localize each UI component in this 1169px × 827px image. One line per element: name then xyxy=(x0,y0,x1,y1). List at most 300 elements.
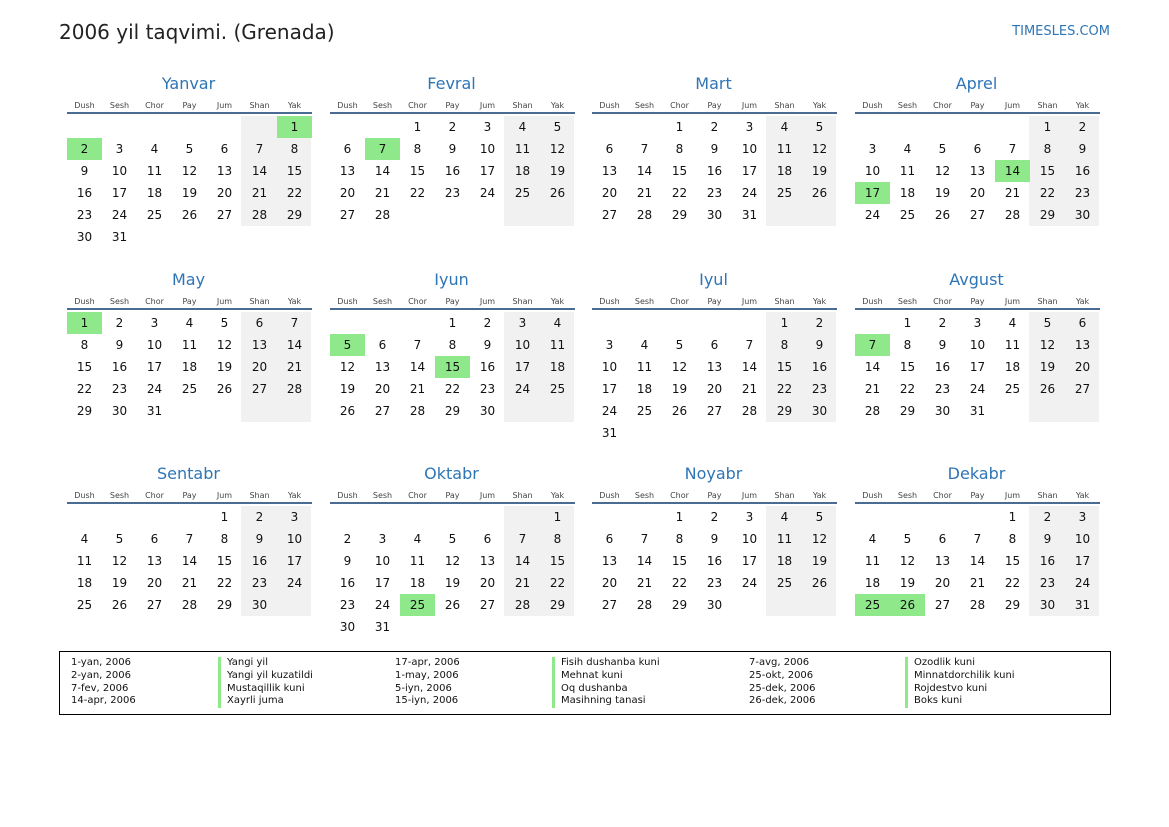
weekday-label: Jum xyxy=(1004,297,1021,306)
day-cell: 18 xyxy=(76,576,93,590)
day-cell: 21 xyxy=(1004,186,1021,200)
day-cell: 4 xyxy=(640,338,649,352)
day-cell: 31 xyxy=(111,230,128,244)
day-cell: 30 xyxy=(339,620,356,634)
weekday-label: Shan xyxy=(249,297,270,306)
day-cell: 26 xyxy=(1039,382,1056,396)
day-cell: 6 xyxy=(150,532,159,546)
weekday-header xyxy=(855,490,1100,504)
day-cell: 9 xyxy=(938,338,947,352)
day-cell: 23 xyxy=(706,576,723,590)
day-cell: 17 xyxy=(479,164,496,178)
day-cell: 15 xyxy=(1004,554,1021,568)
weekday-label: Chor xyxy=(670,297,689,306)
day-cell: 15 xyxy=(286,164,303,178)
day-cell: 15 xyxy=(76,360,93,374)
weekday-label: Jum xyxy=(216,297,233,306)
day-cell: 10 xyxy=(601,360,618,374)
day-cell: 24 xyxy=(146,382,163,396)
day-cell: 13 xyxy=(969,164,986,178)
day-cell: 18 xyxy=(776,164,793,178)
day-cell: 28 xyxy=(1004,208,1021,222)
day-cell: 22 xyxy=(549,576,566,590)
legend-holiday-name: Yangi yil kuzatildi xyxy=(227,669,313,681)
day-cell: 12 xyxy=(181,164,198,178)
legend-holiday-name: Ozodlik kuni xyxy=(914,657,976,668)
days-grid xyxy=(592,116,837,226)
holiday-day-cell: 14 xyxy=(995,160,1030,182)
day-cell: 29 xyxy=(216,598,233,612)
holiday-legend xyxy=(59,651,1111,715)
month-name: Aprel xyxy=(955,74,998,93)
weekday-label: Dush xyxy=(337,491,358,500)
day-cell: 11 xyxy=(899,164,916,178)
legend-holiday-name: Yangi yil xyxy=(227,657,268,668)
day-cell: 20 xyxy=(479,576,496,590)
weekday-label: Sesh xyxy=(634,297,655,306)
day-cell: 17 xyxy=(601,382,618,396)
weekday-label: Pay xyxy=(182,491,197,500)
day-cell: 30 xyxy=(1074,208,1091,222)
day-cell: 19 xyxy=(899,576,916,590)
day-cell: 11 xyxy=(181,338,198,352)
day-cell: 9 xyxy=(710,142,719,156)
day-cell: 14 xyxy=(514,554,531,568)
day-cell: 15 xyxy=(671,164,688,178)
weekday-label: Jum xyxy=(1004,101,1021,110)
legend-date: 5-iyn, 2006 xyxy=(395,682,452,694)
day-cell: 28 xyxy=(636,598,653,612)
weekday-label: Yak xyxy=(287,101,302,110)
day-cell: 26 xyxy=(671,404,688,418)
weekday-label: Dush xyxy=(74,491,95,500)
weekday-label: Yak xyxy=(550,491,565,500)
day-cell: 10 xyxy=(146,338,163,352)
day-cell: 7 xyxy=(290,316,299,330)
day-cell: 31 xyxy=(1074,598,1091,612)
day-cell: 12 xyxy=(671,360,688,374)
day-cell: 14 xyxy=(969,554,986,568)
weekday-label: Sesh xyxy=(372,297,393,306)
day-cell: 15 xyxy=(1039,164,1056,178)
weekday-label: Jum xyxy=(741,297,758,306)
day-cell: 30 xyxy=(1039,598,1056,612)
weekday-label: Pay xyxy=(445,297,460,306)
day-cell: 22 xyxy=(776,382,793,396)
day-cell: 29 xyxy=(899,404,916,418)
day-cell: 27 xyxy=(934,598,951,612)
day-cell: 3 xyxy=(1078,510,1087,524)
day-cell: 9 xyxy=(1043,532,1052,546)
day-cell: 20 xyxy=(146,576,163,590)
day-cell: 27 xyxy=(706,404,723,418)
month-name: Fevral xyxy=(427,74,476,93)
day-cell: 18 xyxy=(549,360,566,374)
day-cell: 10 xyxy=(479,142,496,156)
day-cell: 30 xyxy=(479,404,496,418)
month-12 xyxy=(855,462,1100,616)
day-cell: 18 xyxy=(1004,360,1021,374)
legend-names-col-3 xyxy=(905,657,1015,708)
day-cell: 7 xyxy=(1008,142,1017,156)
day-cell: 29 xyxy=(444,404,461,418)
day-cell: 1 xyxy=(413,120,422,134)
weekday-header xyxy=(855,100,1100,114)
weekday-label: Jum xyxy=(479,101,496,110)
day-cell: 11 xyxy=(514,142,531,156)
day-cell: 8 xyxy=(780,338,789,352)
day-cell: 4 xyxy=(185,316,194,330)
day-cell: 13 xyxy=(146,554,163,568)
day-cell: 22 xyxy=(1004,576,1021,590)
weekday-label: Chor xyxy=(933,491,952,500)
day-cell: 29 xyxy=(549,598,566,612)
day-cell: 28 xyxy=(409,404,426,418)
day-cell: 7 xyxy=(413,338,422,352)
weekday-label: Shan xyxy=(774,101,795,110)
legend-holiday-name: Mehnat kuni xyxy=(561,669,623,681)
weekday-label: Sesh xyxy=(634,101,655,110)
day-cell: 8 xyxy=(80,338,89,352)
day-cell: 26 xyxy=(181,208,198,222)
day-cell: 27 xyxy=(1074,382,1091,396)
days-grid xyxy=(67,116,312,248)
day-cell: 7 xyxy=(640,532,649,546)
holiday-day-cell: 7 xyxy=(855,334,890,356)
day-cell: 14 xyxy=(636,164,653,178)
day-cell: 20 xyxy=(706,382,723,396)
day-cell: 21 xyxy=(864,382,881,396)
day-cell: 5 xyxy=(675,338,684,352)
day-cell: 2 xyxy=(815,316,824,330)
day-cell: 11 xyxy=(76,554,93,568)
day-cell: 21 xyxy=(181,576,198,590)
month-5 xyxy=(67,268,312,422)
weekday-label: Pay xyxy=(182,297,197,306)
month-name: Iyun xyxy=(434,270,469,289)
day-cell: 8 xyxy=(1008,532,1017,546)
day-cell: 13 xyxy=(374,360,391,374)
day-cell: 20 xyxy=(601,576,618,590)
weekday-label: Jum xyxy=(1004,491,1021,500)
day-cell: 28 xyxy=(251,208,268,222)
day-cell: 9 xyxy=(343,554,352,568)
weekday-label: Chor xyxy=(145,297,164,306)
day-cell: 21 xyxy=(636,576,653,590)
day-cell: 5 xyxy=(903,532,912,546)
day-cell: 25 xyxy=(76,598,93,612)
weekday-header xyxy=(330,296,575,310)
day-cell: 4 xyxy=(903,142,912,156)
weekday-label: Dush xyxy=(337,297,358,306)
day-cell: 6 xyxy=(605,142,614,156)
day-cell: 16 xyxy=(811,360,828,374)
weekday-label: Shan xyxy=(774,491,795,500)
day-cell: 8 xyxy=(448,338,457,352)
weekday-label: Pay xyxy=(707,101,722,110)
day-cell: 7 xyxy=(185,532,194,546)
holiday-day-cell: 7 xyxy=(365,138,400,160)
day-cell: 30 xyxy=(111,404,128,418)
day-cell: 19 xyxy=(934,186,951,200)
weekday-label: Dush xyxy=(599,297,620,306)
day-cell: 17 xyxy=(1074,554,1091,568)
day-cell: 9 xyxy=(483,338,492,352)
day-cell: 17 xyxy=(969,360,986,374)
day-cell: 16 xyxy=(1039,554,1056,568)
weekday-label: Shan xyxy=(774,297,795,306)
legend-date: 17-apr, 2006 xyxy=(395,657,460,668)
day-cell: 13 xyxy=(601,164,618,178)
day-cell: 19 xyxy=(216,360,233,374)
day-cell: 19 xyxy=(811,164,828,178)
day-cell: 5 xyxy=(220,316,229,330)
day-cell: 27 xyxy=(216,208,233,222)
day-cell: 29 xyxy=(671,598,688,612)
page-title: 2006 yil taqvimi. (Grenada) xyxy=(59,20,335,44)
day-cell: 21 xyxy=(286,360,303,374)
day-cell: 17 xyxy=(286,554,303,568)
day-cell: 10 xyxy=(111,164,128,178)
weekday-header xyxy=(592,490,837,504)
day-cell: 18 xyxy=(409,576,426,590)
day-cell: 19 xyxy=(181,186,198,200)
legend-dates-col-3 xyxy=(749,657,815,708)
day-cell: 11 xyxy=(409,554,426,568)
day-cell: 31 xyxy=(601,426,618,440)
weekday-label: Yak xyxy=(1075,297,1090,306)
weekday-label: Jum xyxy=(479,297,496,306)
day-cell: 21 xyxy=(409,382,426,396)
day-cell: 22 xyxy=(1039,186,1056,200)
weekday-label: Dush xyxy=(599,101,620,110)
day-cell: 11 xyxy=(776,532,793,546)
day-cell: 10 xyxy=(514,338,531,352)
month-name: Yanvar xyxy=(161,74,216,93)
day-cell: 6 xyxy=(255,316,264,330)
month-name: Noyabr xyxy=(684,464,743,483)
day-cell: 11 xyxy=(549,338,566,352)
legend-holiday-name: Mustaqillik kuni xyxy=(227,682,305,694)
day-cell: 5 xyxy=(815,510,824,524)
day-cell: 3 xyxy=(973,316,982,330)
day-cell: 23 xyxy=(1039,576,1056,590)
weekday-label: Yak xyxy=(287,491,302,500)
day-cell: 24 xyxy=(864,208,881,222)
day-cell: 13 xyxy=(216,164,233,178)
days-grid xyxy=(330,116,575,226)
month-11 xyxy=(592,462,837,616)
day-cell: 16 xyxy=(251,554,268,568)
day-cell: 1 xyxy=(220,510,229,524)
weekday-label: Sesh xyxy=(897,101,918,110)
day-cell: 22 xyxy=(899,382,916,396)
weekday-label: Pay xyxy=(707,491,722,500)
day-cell: 19 xyxy=(811,554,828,568)
weekday-label: Jum xyxy=(216,101,233,110)
day-cell: 1 xyxy=(675,510,684,524)
weekday-label: Yak xyxy=(1075,101,1090,110)
day-cell: 4 xyxy=(780,510,789,524)
day-cell: 9 xyxy=(815,338,824,352)
weekday-label: Sesh xyxy=(372,491,393,500)
legend-holiday-name: Minnatdorchilik kuni xyxy=(914,669,1015,681)
day-cell: 19 xyxy=(549,164,566,178)
weekday-label: Pay xyxy=(182,101,197,110)
month-name: Mart xyxy=(695,74,732,93)
day-cell: 13 xyxy=(601,554,618,568)
day-cell: 21 xyxy=(969,576,986,590)
weekday-label: Jum xyxy=(479,491,496,500)
day-cell: 4 xyxy=(413,532,422,546)
day-cell: 13 xyxy=(251,338,268,352)
day-cell: 17 xyxy=(374,576,391,590)
day-cell: 12 xyxy=(339,360,356,374)
day-cell: 20 xyxy=(339,186,356,200)
day-cell: 13 xyxy=(934,554,951,568)
day-cell: 18 xyxy=(636,382,653,396)
day-cell: 13 xyxy=(339,164,356,178)
day-cell: 19 xyxy=(444,576,461,590)
weekday-label: Sesh xyxy=(897,491,918,500)
day-cell: 6 xyxy=(605,532,614,546)
legend-holiday-name: Rojdestvo kuni xyxy=(914,682,988,694)
day-cell: 30 xyxy=(811,404,828,418)
day-cell: 9 xyxy=(1078,142,1087,156)
holiday-day-cell: 5 xyxy=(330,334,365,356)
legend-holiday-name: Fisih dushanba kuni xyxy=(561,657,660,668)
weekday-label: Chor xyxy=(408,297,427,306)
weekday-header xyxy=(592,100,837,114)
weekday-label: Yak xyxy=(287,297,302,306)
weekday-label: Yak xyxy=(1075,491,1090,500)
days-grid xyxy=(67,312,312,422)
days-grid xyxy=(67,506,312,616)
day-cell: 30 xyxy=(76,230,93,244)
day-cell: 25 xyxy=(181,382,198,396)
day-cell: 15 xyxy=(409,164,426,178)
day-cell: 8 xyxy=(903,338,912,352)
day-cell: 4 xyxy=(553,316,562,330)
day-cell: 4 xyxy=(80,532,89,546)
day-cell: 11 xyxy=(1004,338,1021,352)
weekday-label: Pay xyxy=(970,101,985,110)
day-cell: 8 xyxy=(553,532,562,546)
weekday-label: Shan xyxy=(249,101,270,110)
day-cell: 20 xyxy=(934,576,951,590)
day-cell: 19 xyxy=(671,382,688,396)
weekday-label: Dush xyxy=(599,491,620,500)
day-cell: 6 xyxy=(220,142,229,156)
weekday-label: Shan xyxy=(512,491,533,500)
day-cell: 3 xyxy=(290,510,299,524)
day-cell: 27 xyxy=(479,598,496,612)
holiday-day-cell: 26 xyxy=(890,594,925,616)
holiday-day-cell: 25 xyxy=(400,594,435,616)
day-cell: 11 xyxy=(864,554,881,568)
day-cell: 6 xyxy=(1078,316,1087,330)
weekday-label: Chor xyxy=(670,101,689,110)
day-cell: 14 xyxy=(741,360,758,374)
legend-date: 25-dek, 2006 xyxy=(749,682,816,694)
day-cell: 5 xyxy=(815,120,824,134)
weekday-label: Dush xyxy=(862,491,883,500)
day-cell: 2 xyxy=(1043,510,1052,524)
day-cell: 2 xyxy=(448,120,457,134)
day-cell: 18 xyxy=(776,554,793,568)
weekday-label: Dush xyxy=(74,297,95,306)
day-cell: 2 xyxy=(343,532,352,546)
month-4 xyxy=(855,72,1100,226)
day-cell: 15 xyxy=(671,554,688,568)
day-cell: 13 xyxy=(706,360,723,374)
day-cell: 25 xyxy=(1004,382,1021,396)
day-cell: 23 xyxy=(479,382,496,396)
day-cell: 4 xyxy=(518,120,527,134)
day-cell: 3 xyxy=(605,338,614,352)
day-cell: 3 xyxy=(483,120,492,134)
day-cell: 18 xyxy=(146,186,163,200)
day-cell: 16 xyxy=(706,164,723,178)
day-cell: 4 xyxy=(780,120,789,134)
day-cell: 5 xyxy=(553,120,562,134)
day-cell: 16 xyxy=(339,576,356,590)
day-cell: 12 xyxy=(1039,338,1056,352)
month-10 xyxy=(330,462,575,638)
day-cell: 2 xyxy=(710,120,719,134)
day-cell: 9 xyxy=(710,532,719,546)
legend-date: 15-iyn, 2006 xyxy=(395,695,459,707)
day-cell: 7 xyxy=(255,142,264,156)
day-cell: 16 xyxy=(706,554,723,568)
month-name: Sentabr xyxy=(157,464,220,483)
legend-date: 1-yan, 2006 xyxy=(71,657,131,668)
day-cell: 23 xyxy=(76,208,93,222)
weekday-label: Chor xyxy=(145,101,164,110)
day-cell: 13 xyxy=(1074,338,1091,352)
day-cell: 8 xyxy=(290,142,299,156)
day-cell: 25 xyxy=(514,186,531,200)
day-cell: 4 xyxy=(868,532,877,546)
day-cell: 12 xyxy=(934,164,951,178)
month-8 xyxy=(855,268,1100,422)
day-cell: 6 xyxy=(343,142,352,156)
day-cell: 4 xyxy=(1008,316,1017,330)
day-cell: 1 xyxy=(780,316,789,330)
day-cell: 8 xyxy=(1043,142,1052,156)
weekday-label: Shan xyxy=(249,491,270,500)
day-cell: 14 xyxy=(251,164,268,178)
day-cell: 28 xyxy=(286,382,303,396)
day-cell: 8 xyxy=(413,142,422,156)
day-cell: 16 xyxy=(111,360,128,374)
day-cell: 1 xyxy=(1043,120,1052,134)
days-grid xyxy=(855,506,1100,616)
day-cell: 30 xyxy=(706,598,723,612)
weekday-label: Pay xyxy=(445,491,460,500)
day-cell: 23 xyxy=(811,382,828,396)
day-cell: 3 xyxy=(115,142,124,156)
day-cell: 3 xyxy=(150,316,159,330)
day-cell: 14 xyxy=(374,164,391,178)
day-cell: 9 xyxy=(80,164,89,178)
day-cell: 24 xyxy=(741,186,758,200)
weekday-label: Yak xyxy=(812,491,827,500)
day-cell: 22 xyxy=(76,382,93,396)
day-cell: 5 xyxy=(1043,316,1052,330)
day-cell: 10 xyxy=(1074,532,1091,546)
site-link[interactable]: TIMESLES.COM xyxy=(1012,24,1110,39)
